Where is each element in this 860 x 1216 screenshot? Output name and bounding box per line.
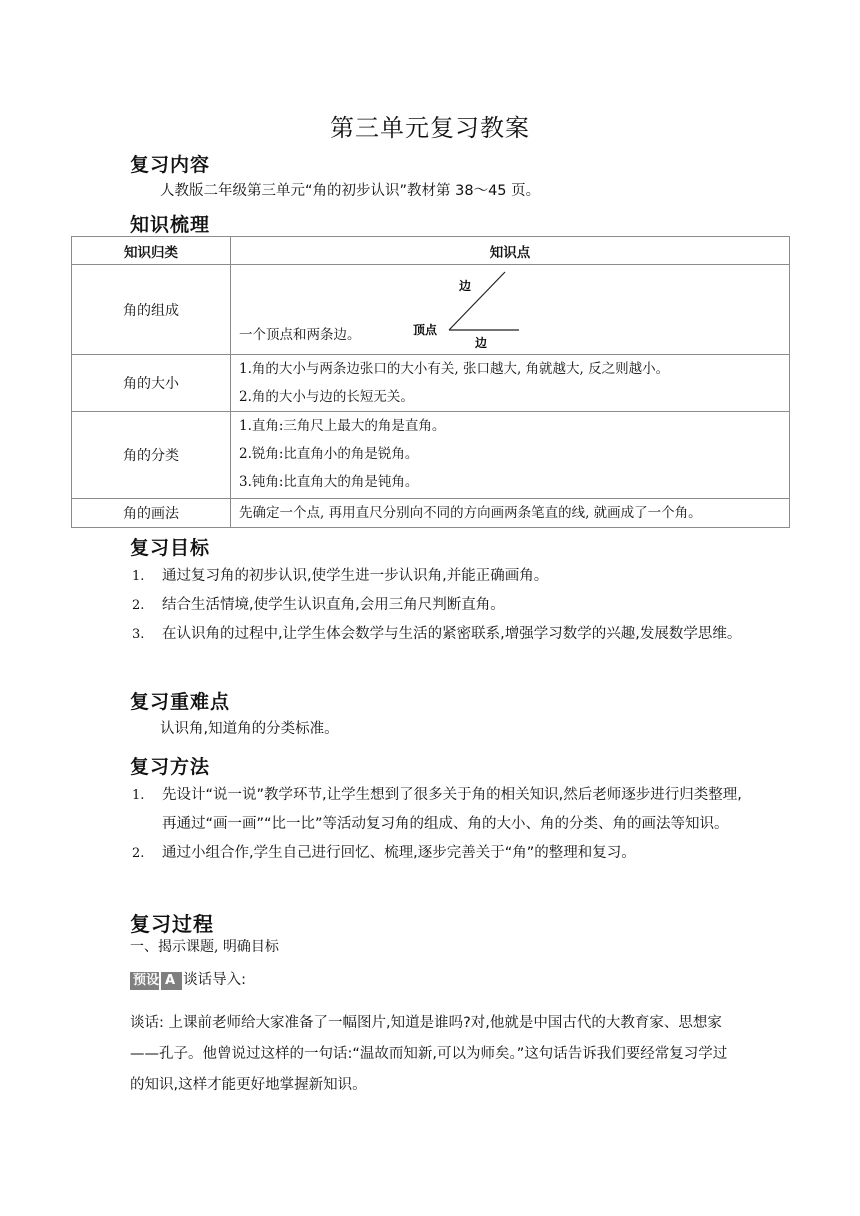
heading-goals: 复习目标 xyxy=(130,537,211,559)
point-line: 2.锐角:比直角小的角是锐角。 xyxy=(239,446,419,462)
header-points: 知识点 xyxy=(231,237,790,265)
section-title: 一、揭示课题, 明确目标 xyxy=(130,939,279,955)
goals-list xyxy=(130,562,750,649)
heading-knowledge: 知识梳理 xyxy=(130,214,211,236)
row-points xyxy=(231,412,790,499)
key-points-text: 认识角,知道角的分类标准。 xyxy=(160,721,339,737)
angle-side-top xyxy=(449,272,505,330)
point-line: 一个顶点和两条边。 xyxy=(239,327,361,343)
point-line: 2.角的大小与边的长短无关。 xyxy=(239,389,414,405)
badge-letter: A xyxy=(159,972,179,990)
point-line: 3.钝角:比直角大的角是钝角。 xyxy=(239,474,419,490)
side-label-bottom: 边 xyxy=(475,336,488,350)
list-number: 2. xyxy=(132,846,145,861)
table-row xyxy=(72,499,790,528)
table-row xyxy=(72,265,790,355)
row-category: 角的画法 xyxy=(72,499,231,528)
list-text: 结合生活情境,使学生认识直角,会用三角尺判断直角。 xyxy=(162,597,505,613)
list-item xyxy=(130,620,750,649)
point-line: 1.角的大小与两条边张口的大小有关, 张口越大, 角就越大, 反之则越小。 xyxy=(239,361,670,377)
row-points xyxy=(231,499,790,528)
talk-paragraph: 谈话: 上课前老师给大家准备了一幅图片,知道是谁吗?对,他就是中国古代的大教育家、思想家——孔子。他曾说过这样的一句话:“温故而知新,可以为师矣。”这句话告诉我们要经常复习学过的知识,这样才能更好地掌握新知识。 xyxy=(130,1015,728,1093)
heading-methods: 复习方法 xyxy=(130,756,211,778)
list-item xyxy=(130,839,750,868)
list-text: 先设计“说一说”教学环节,让学生想到了很多关于角的相关知识,然后老师逐步进行归类整理,再通过“画一画”“比一比”等活动复习角的组成、角的大小、角的分类、角的画法等知识。 xyxy=(162,787,742,832)
list-item xyxy=(130,781,750,839)
list-number: 1. xyxy=(132,788,145,803)
preset-badge xyxy=(130,972,182,990)
review-content-text: 人教版二年级第三单元“角的初步认识”教材第 38～45 页。 xyxy=(160,183,541,199)
list-item xyxy=(130,591,750,620)
list-number: 3. xyxy=(132,627,145,642)
point-line: 1.直角:三角尺上最大的角是直角。 xyxy=(239,418,446,434)
table-row xyxy=(72,355,790,412)
list-number: 1. xyxy=(132,569,145,584)
table-row xyxy=(72,412,790,499)
row-points xyxy=(231,355,790,412)
badge-label: 预设 xyxy=(133,973,160,988)
intro-line xyxy=(130,965,246,996)
row-category: 角的分类 xyxy=(72,412,231,499)
table-header-row xyxy=(72,237,790,265)
knowledge-table xyxy=(71,236,790,528)
point-line: 先确定一个点, 再用直尺分别向不同的方向画两条笔直的线, 就画成了一个角。 xyxy=(239,505,702,521)
intro-label: 谈话导入: xyxy=(183,972,246,988)
list-text: 通过小组合作,学生自己进行回忆、梳理,逐步完善关于“角”的整理和复习。 xyxy=(162,845,636,861)
side-label-top: 边 xyxy=(459,279,472,293)
angle-figure xyxy=(411,270,551,350)
row-category: 角的组成 xyxy=(72,265,231,355)
list-text: 通过复习角的初步认识,使学生进一步认识角,并能正确画角。 xyxy=(162,568,549,584)
row-category: 角的大小 xyxy=(72,355,231,412)
document-title: 第三单元复习教案 xyxy=(330,114,530,142)
header-category: 知识归类 xyxy=(72,237,231,265)
list-number: 2. xyxy=(132,598,145,613)
list-item xyxy=(130,562,750,591)
heading-review-content: 复习内容 xyxy=(130,154,211,176)
vertex-label: 顶点 xyxy=(413,323,438,337)
heading-key-points: 复习重难点 xyxy=(130,691,231,713)
heading-process: 复习过程 xyxy=(130,912,214,936)
row-points xyxy=(231,265,790,355)
methods-list xyxy=(130,781,750,868)
list-text: 在认识角的过程中,让学生体会数学与生活的紧密联系,增强学习数学的兴趣,发展数学思维。 xyxy=(162,626,742,642)
